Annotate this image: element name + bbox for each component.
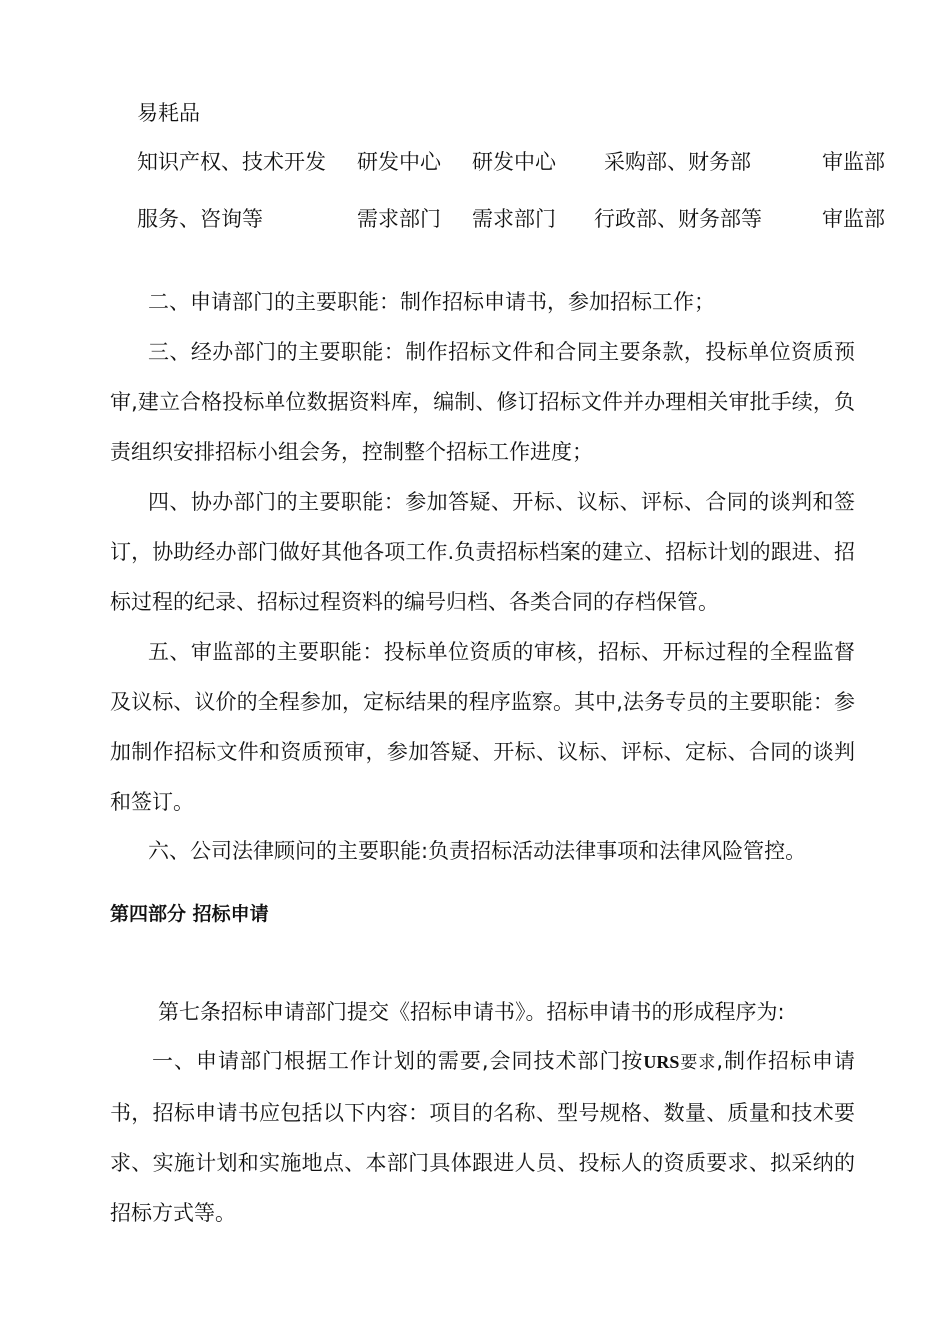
paragraph-assisting-dept-duties: 四、协办部门的主要职能：参加答疑、开标、议标、评标、合同的谈判和签订，协助经办部门做好其他各项工作.负责招标档案的建立、招标计划的跟进、招标过程的纪录、招标过程资料的编号归档、各类合同的存档保管。 bbox=[110, 490, 855, 614]
table-cell: 行政部、财务部等 bbox=[594, 207, 762, 231]
table-cell: 易耗品 bbox=[137, 101, 200, 125]
paragraph-applicant-duties: 二、申请部门的主要职能：制作招标申请书，参加招标工作； bbox=[148, 290, 715, 314]
item-text-after: ,制作招标申请书，招标申请书应包括以下内容：项目的名称、型号规格、数量、质量和技术要求、实施计划和实施地点、本部门具体跟进人员、投标人的资质要求、拟采纳的招标方式等。 bbox=[110, 1049, 855, 1225]
item-text-before: 一、申请部门根据工作计划的需要,会同技术部门按 bbox=[152, 1049, 644, 1073]
table-cell: 服务、咨询等 bbox=[137, 207, 263, 231]
paragraph-audit-dept-duties: 五、审监部的主要职能：投标单位资质的审核，招标、开标过程的全程监督及议标、议价的全程参加，定标结果的程序监察。其中,法务专员的主要职能：参加制作招标文件和资质预审，参加答疑、开标、议标、评标、定标、合同的谈判和签订。 bbox=[110, 640, 855, 814]
section-heading: 第四部分 招标申请 bbox=[110, 903, 269, 925]
table-cell: 研发中心 bbox=[472, 150, 556, 174]
table-cell: 需求部门 bbox=[472, 207, 556, 231]
paragraph-application-content bbox=[110, 1036, 855, 1238]
table-cell: 需求部门 bbox=[357, 207, 441, 231]
table-cell: 审监部 bbox=[822, 150, 885, 174]
paragraph-handling-dept-duties: 三、经办部门的主要职能：制作招标文件和合同主要条款，投标单位资质预审,建立合格投标单位数据资料库，编制、修订招标文件并办理相关审批手续，负责组织安排招标小组会务，控制整个招标工作进度； bbox=[110, 340, 855, 464]
table-cell: 审监部 bbox=[822, 207, 885, 231]
urs-label: URS bbox=[643, 1052, 680, 1072]
table-cell: 采购部、财务部 bbox=[604, 150, 751, 174]
requirement-label: 要求 bbox=[679, 1053, 717, 1072]
paragraph-legal-counsel-duties: 六、公司法律顾问的主要职能:负责招标活动法律事项和法律风险管控。 bbox=[148, 839, 807, 863]
table-cell: 研发中心 bbox=[357, 150, 441, 174]
table-cell: 知识产权、技术开发 bbox=[137, 150, 326, 174]
article-7: 第七条招标申请部门提交《招标申请书》。招标申请书的形成程序为: bbox=[158, 1000, 785, 1024]
